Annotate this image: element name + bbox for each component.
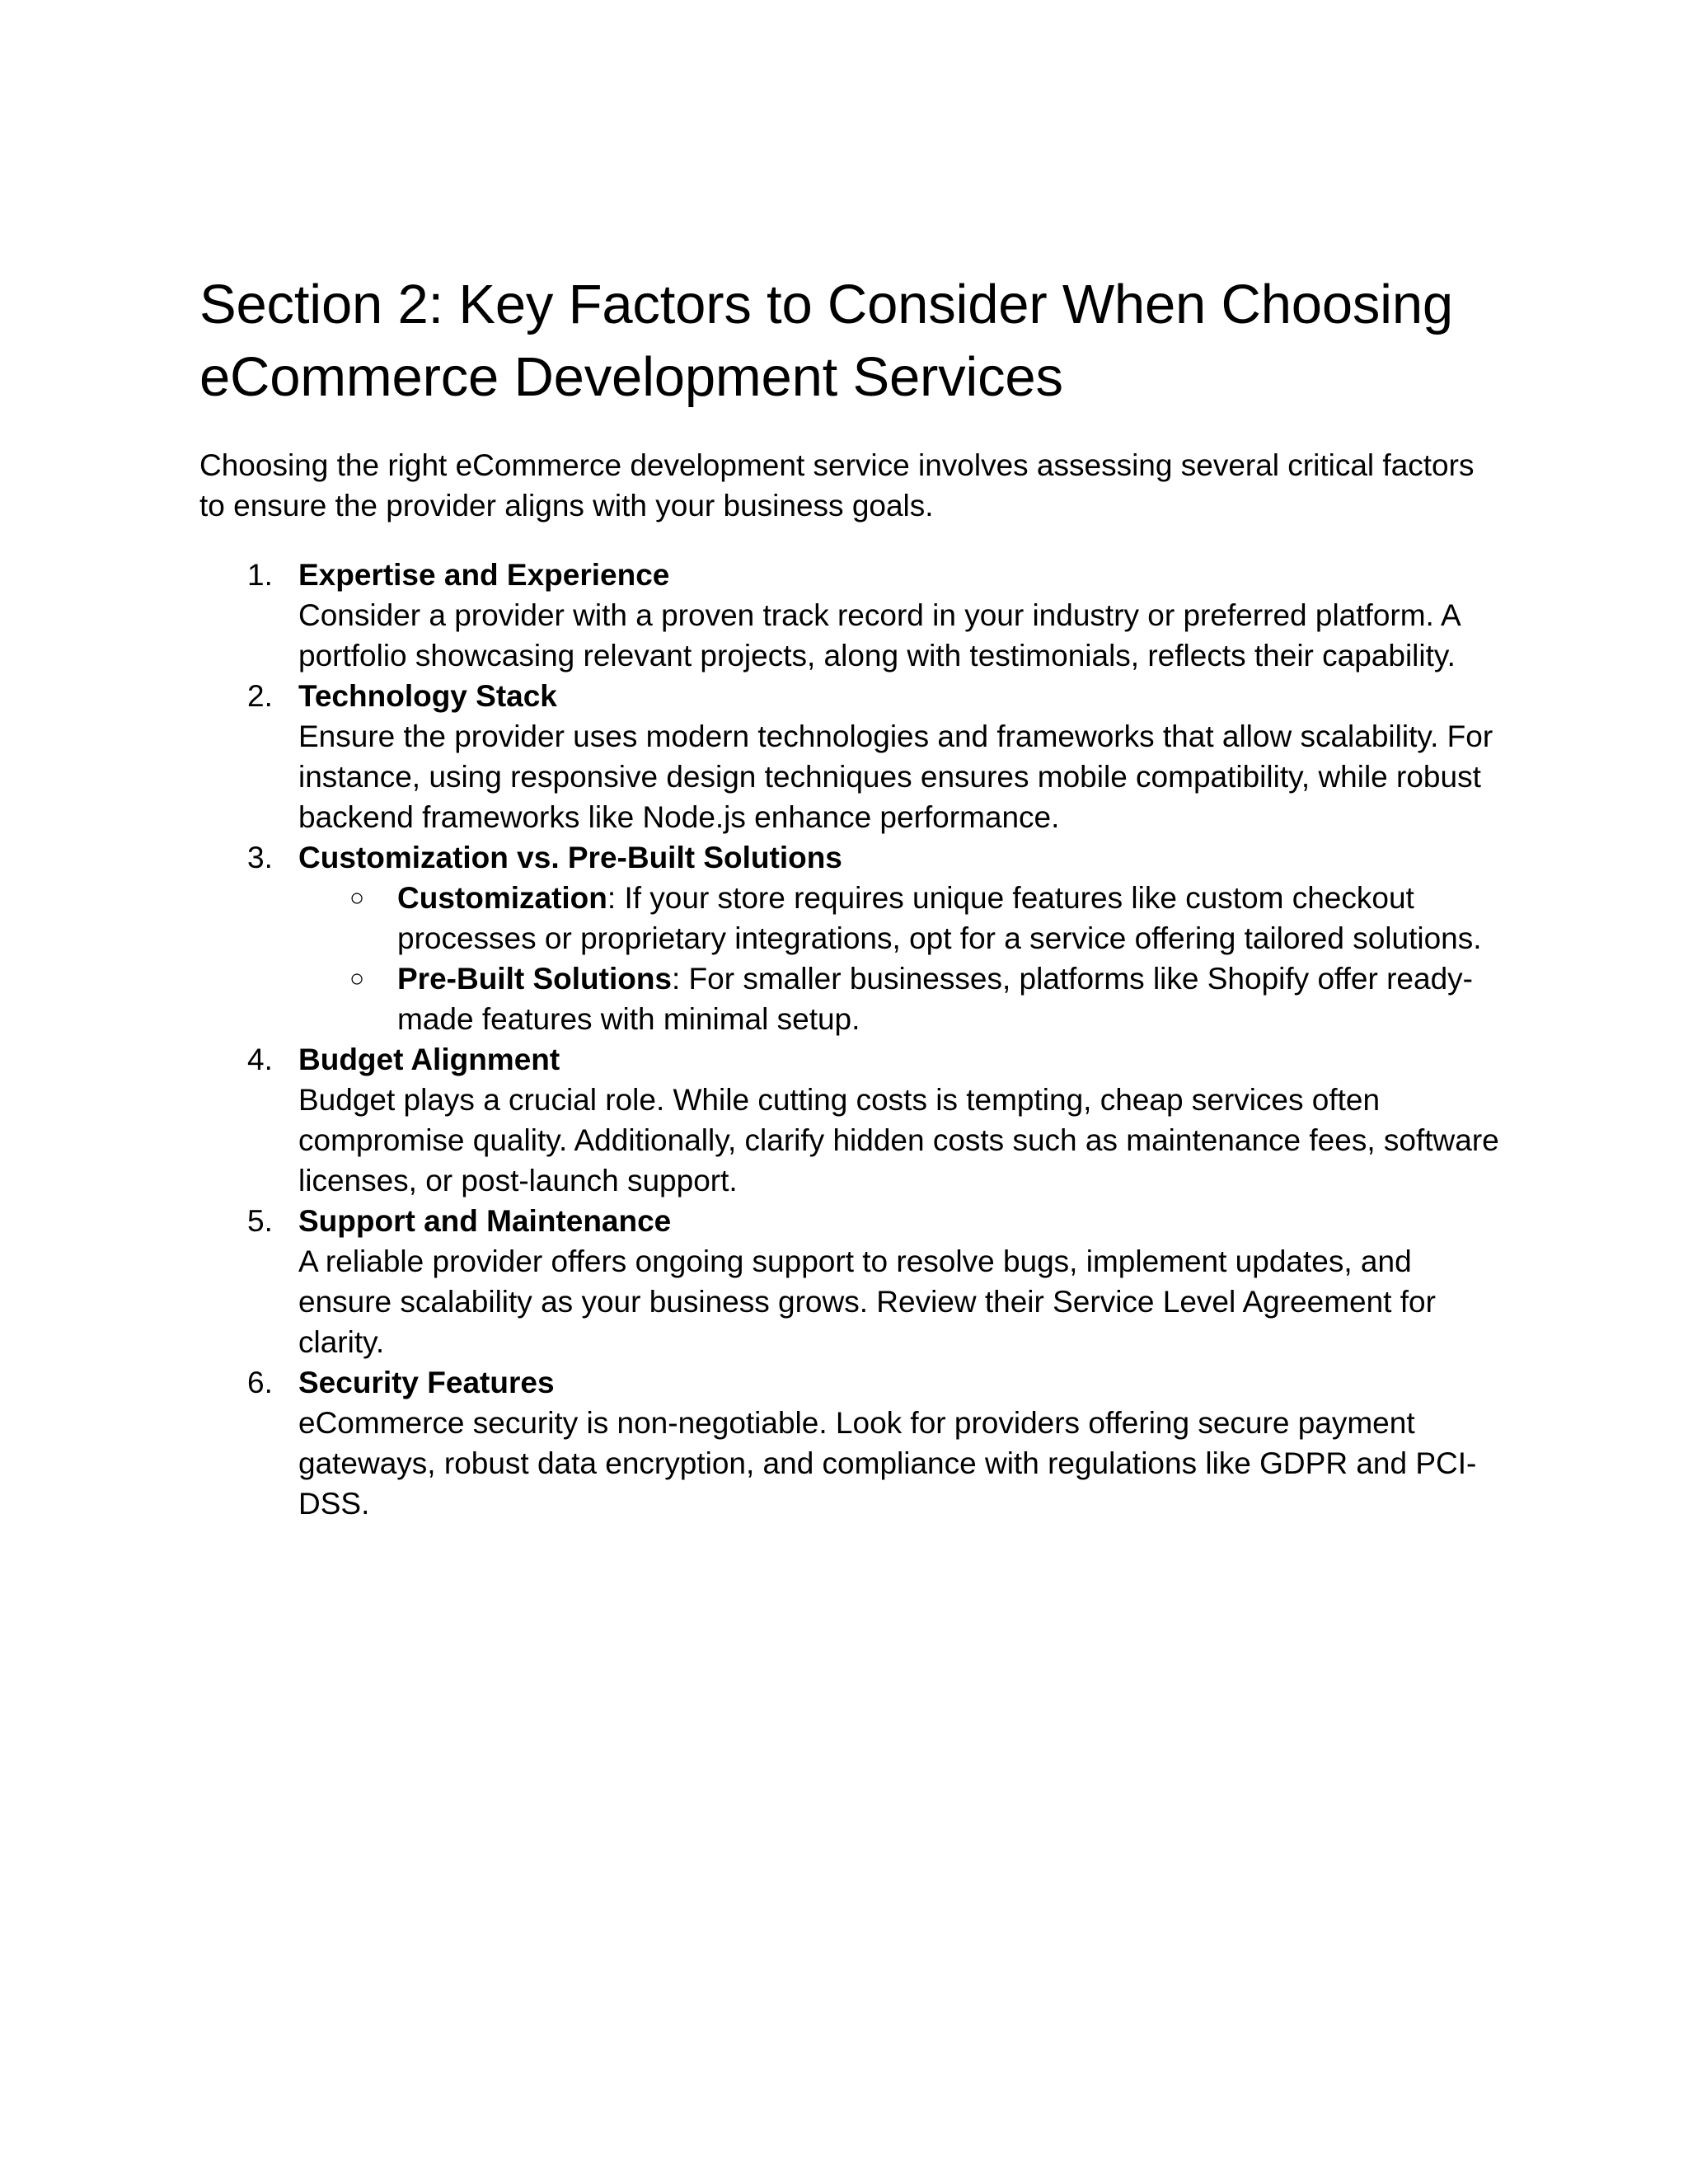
list-item-security (199, 1362, 1502, 1524)
list-item-budget (199, 1039, 1502, 1201)
list-number: 1. (247, 558, 273, 592)
item-title: Customization vs. Pre-Built Solutions (298, 841, 842, 874)
list-number: 2. (247, 679, 273, 713)
item-title: Technology Stack (298, 679, 557, 713)
list-number: 4. (247, 1043, 273, 1076)
list-item-technology-stack (199, 676, 1502, 837)
sub-item-label: Customization (397, 881, 607, 915)
item-description: eCommerce security is non-negotiable. Look for providers offering secure payment gateways, robust data encryption, and compliance with regulations like GDPR and PCI-DSS. (298, 1406, 1477, 1521)
sub-item-text: : For smaller businesses, platforms like Shopify offer ready-made features with minimal setup. (397, 962, 1473, 1036)
sub-item-pre-built (298, 958, 1502, 1039)
sub-list (298, 878, 1502, 1039)
list-number: 3. (247, 841, 273, 874)
hollow-circle-bullet-icon: ○ (349, 884, 365, 912)
list-item-expertise (199, 555, 1502, 676)
sub-item-label: Pre-Built Solutions (397, 962, 672, 996)
list-number: 6. (247, 1366, 273, 1399)
page-title: Section 2: Key Factors to Consider When Choosing eCommerce Development Services (199, 274, 1453, 408)
item-title: Budget Alignment (298, 1043, 560, 1076)
list-number: 5. (247, 1204, 273, 1238)
item-description: Consider a provider with a proven track record in your industry or preferred platform. A portfolio showcasing relevant projects, along with testimonials, reflects their capability. (298, 598, 1460, 673)
item-title: Expertise and Experience (298, 558, 670, 592)
list-item-customization (199, 837, 1502, 1039)
hollow-circle-bullet-icon: ○ (349, 965, 365, 992)
item-description: A reliable provider offers ongoing support to resolve bugs, implement updates, and ensure scalability as your business grows. Review their Service Level Agreement for clarity. (298, 1244, 1436, 1359)
document-page (199, 269, 1502, 1524)
factors-list (199, 555, 1502, 1524)
sub-item-text: : If your store requires unique features like custom checkout processes or proprietary integrations, opt for a service offering tailored solutions. (397, 881, 1482, 955)
sub-item-customization (298, 878, 1502, 958)
item-title: Support and Maintenance (298, 1204, 672, 1238)
item-description: Ensure the provider uses modern technologies and frameworks that allow scalability. For instance, using responsive design techniques ensures mobile compatibility, while robust backend frameworks like Node.js enhance performance. (298, 719, 1493, 834)
item-description: Budget plays a crucial role. While cutting costs is tempting, cheap services often compromise quality. Additionally, clarify hidden costs such as maintenance fees, software licenses, or post-launch support. (298, 1083, 1499, 1197)
item-title: Security Features (298, 1366, 555, 1399)
intro-paragraph: Choosing the right eCommerce development service involves assessing several critical factors to ensure the provider aligns with your business goals. (199, 448, 1475, 523)
list-item-support (199, 1201, 1502, 1362)
